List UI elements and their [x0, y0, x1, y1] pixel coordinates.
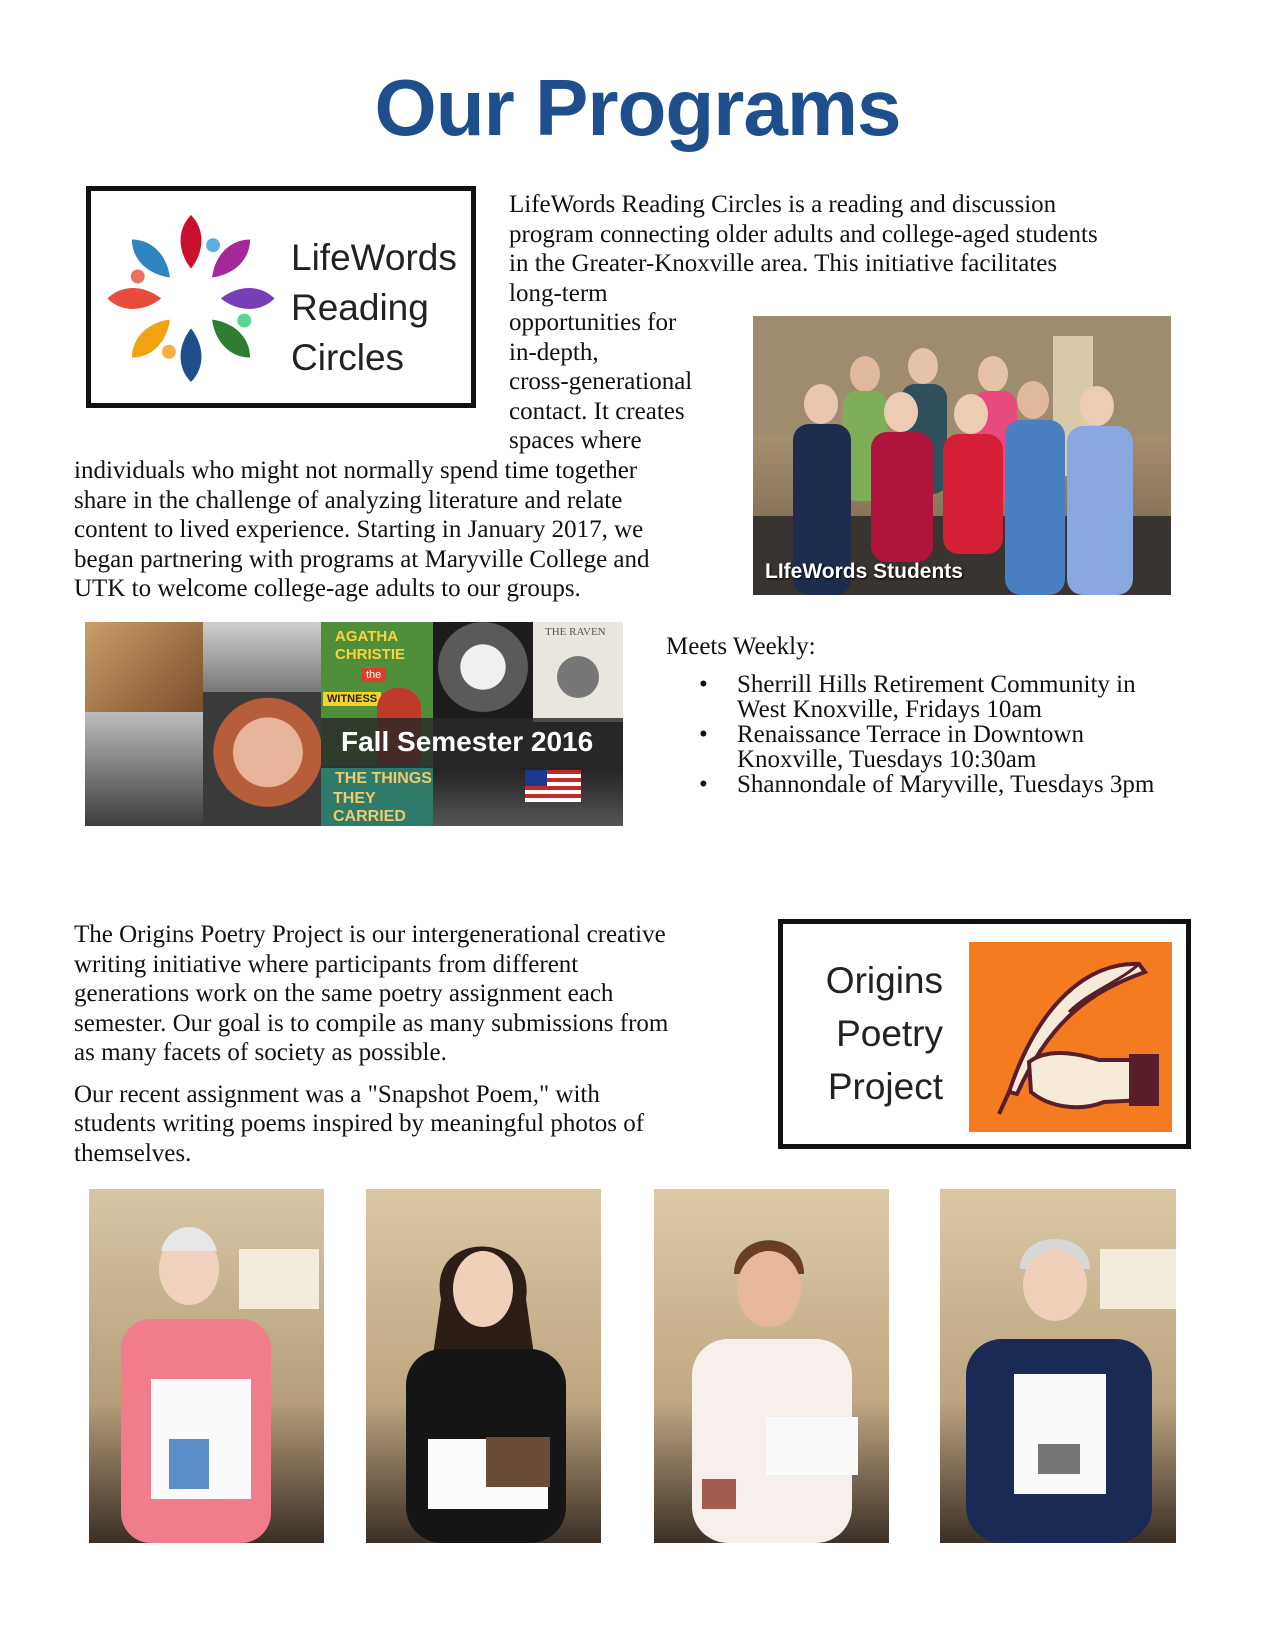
logo-line: Origins: [825, 960, 943, 1001]
logo-line: LifeWords: [291, 237, 457, 278]
list-item: [666, 672, 1266, 722]
list-item: [666, 772, 1266, 797]
text-line: spaces where: [509, 427, 642, 454]
origins-description: [74, 920, 774, 1168]
group-photo-illustration: [753, 316, 1171, 595]
text-line: individuals who might not normally spend time together: [74, 457, 638, 484]
bullet-icon: •: [699, 720, 708, 748]
meets-list: [666, 672, 1266, 797]
origins-logo: [778, 919, 1191, 1149]
list-item-text: Sherrill Hills Retirement Community in: [737, 670, 1136, 698]
photo-caption: LIfeWords Students: [765, 560, 963, 583]
lifewords-logo: [86, 186, 476, 408]
text-line: semester. Our goal is to compile as many submissions from: [74, 1009, 669, 1037]
text-line: in the Greater-Knoxville area. This initiative facilitates: [509, 250, 1058, 277]
text-line: themselves.: [74, 1139, 192, 1167]
text-line: LifeWords Reading Circles is a reading and discussion: [509, 191, 1057, 218]
participant-photo: [940, 1189, 1176, 1543]
book-title-line: the: [361, 668, 386, 682]
lifewords-students-photo: [753, 316, 1171, 595]
meets-heading: Meets Weekly:: [666, 633, 816, 660]
text-line: in-depth,: [509, 338, 599, 366]
meets-weekly-section: [666, 632, 1266, 797]
moon-landing-photo: [433, 766, 623, 826]
bullet-icon: •: [699, 670, 708, 698]
the-things-they-carried-book-cover: [321, 766, 433, 826]
text-line: UTK to welcome college-age adults to our groups.: [74, 575, 581, 602]
quill-hand-icon: [969, 942, 1172, 1132]
collage-woman-portrait: [203, 692, 321, 826]
list-item-text: Knoxville, Tuesdays 10:30am: [737, 745, 1037, 773]
participant-photo: [654, 1189, 889, 1543]
logo-line: Poetry: [836, 1013, 943, 1054]
list-item: [666, 722, 1266, 772]
star-flower-icon: [101, 211, 281, 386]
text-line: began partnering with programs at Maryville College and: [74, 545, 650, 573]
text-line: generations work on the same poetry assignment each: [74, 980, 614, 1007]
participant-photo: [366, 1189, 601, 1543]
bullet-icon: •: [699, 770, 708, 798]
page-title: Our Programs: [374, 63, 901, 152]
book-title-line: THEY CARRIED: [333, 790, 406, 825]
book-title-line: WITNESS: [323, 692, 381, 706]
book-title-line: THE THINGS: [335, 770, 432, 787]
text-line: share in the challenge of analyzing literature and relate: [74, 486, 623, 514]
collage-painting: [85, 622, 203, 712]
logo-line: Project: [827, 1066, 943, 1107]
book-title-line: AGATHA: [335, 628, 399, 645]
text-line: students writing poems inspired by meaningful photos of: [74, 1110, 645, 1137]
book-title-line: THE RAVEN: [545, 626, 606, 638]
lifewords-description-bottom: [74, 456, 744, 604]
text-line: cross-generational: [509, 368, 693, 395]
the-raven-book-cover: [533, 622, 623, 722]
text-line: program connecting older adults and college-aged students: [509, 220, 1098, 248]
book-title-line: CHRISTIE: [335, 646, 406, 663]
text-line: long-term: [509, 279, 608, 307]
list-item-text: Renaissance Terrace in Downtown: [737, 720, 1084, 748]
collage-banner: [321, 718, 623, 768]
fall-semester-collage: [85, 622, 623, 826]
banner-text: Fall Semester 2016: [341, 726, 594, 757]
text-line: Our recent assignment was a "Snapshot Poem," with: [74, 1080, 600, 1108]
participant-photo: [89, 1189, 324, 1543]
text-line: writing initiative where participants from different: [74, 950, 579, 978]
list-item-text: Shannondale of Maryville, Tuesdays 3pm: [737, 770, 1155, 798]
text-line: opportunities for: [509, 309, 677, 336]
list-item-text: West Knoxville, Fridays 10am: [737, 695, 1042, 723]
logo-line: Reading: [291, 287, 429, 328]
text-line: contact. It creates: [509, 397, 685, 425]
text-line: The Origins Poetry Project is our intergenerational creative: [74, 921, 666, 948]
text-line: as many facets of society as possible.: [74, 1039, 447, 1066]
edgar-allan-poe-portrait: [433, 622, 533, 722]
logo-line: Circles: [291, 337, 405, 378]
text-line: content to lived experience. Starting in January 2017, we: [74, 516, 644, 543]
emily-dickinson-portrait: [85, 712, 203, 826]
